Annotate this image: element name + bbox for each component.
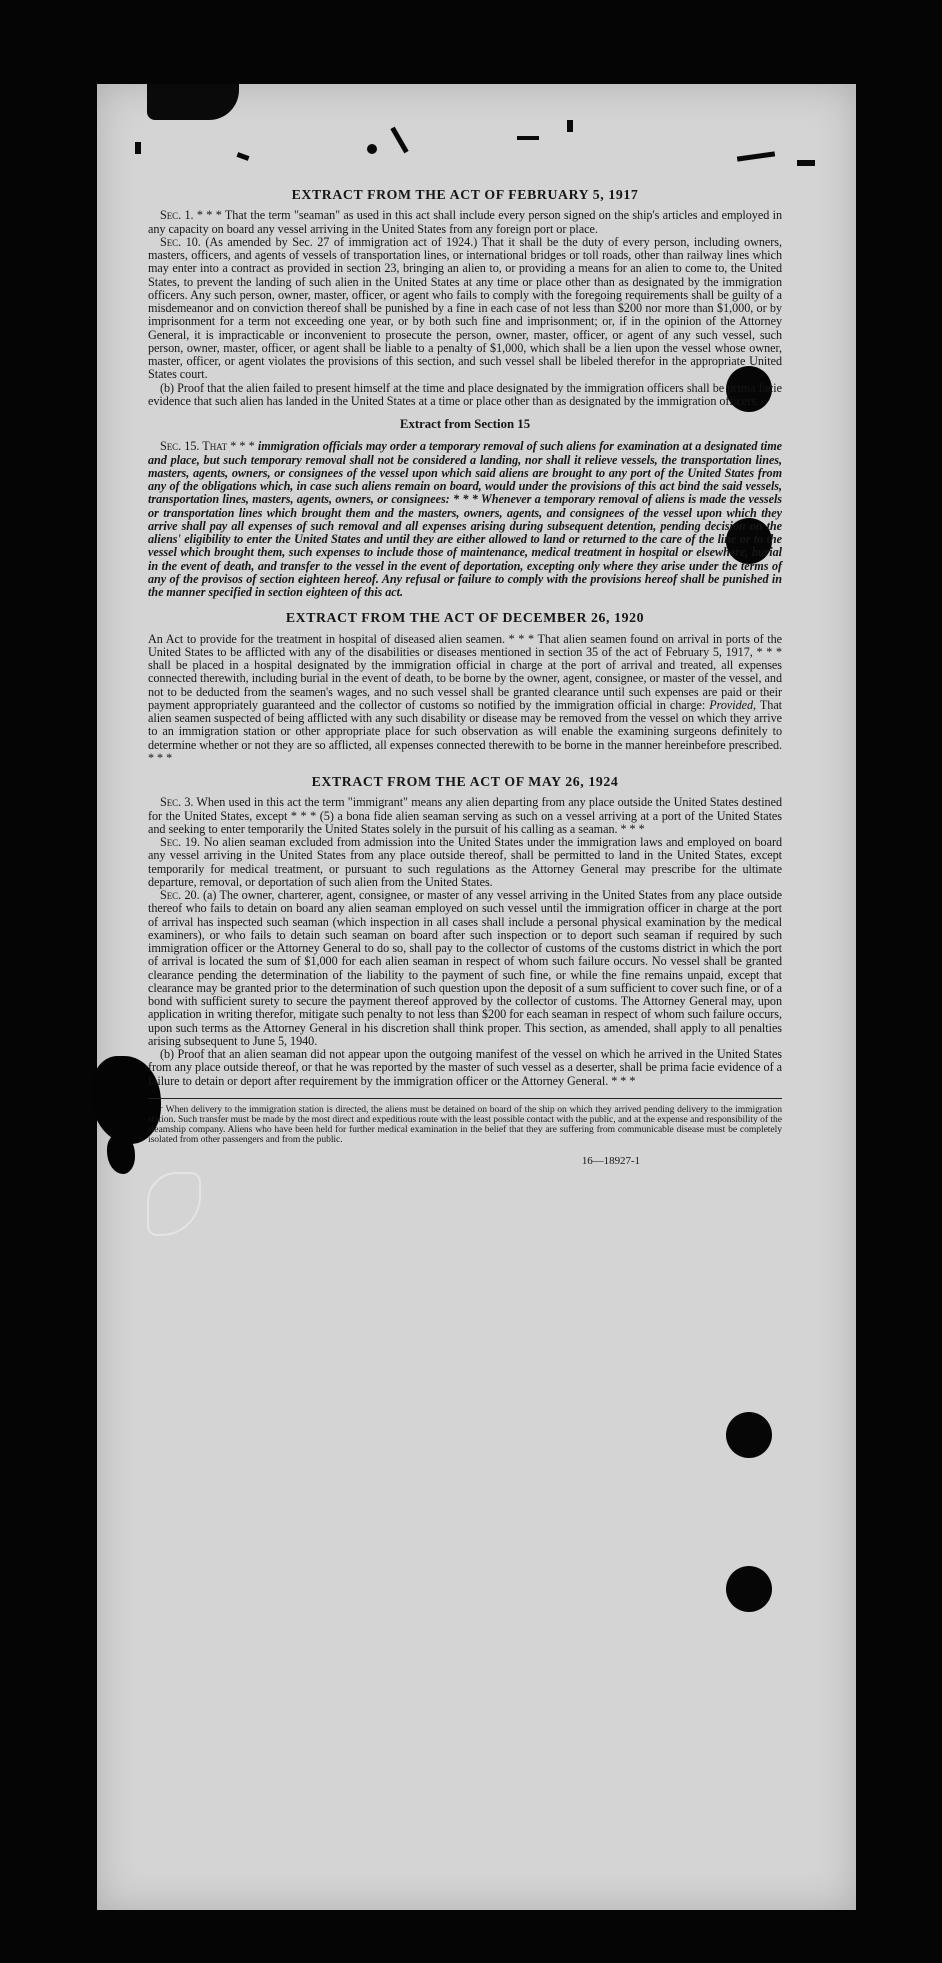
- scan-damage-mark: [797, 160, 815, 166]
- provided-word: Provided,: [709, 697, 757, 712]
- section-text-italic: immigration officials may order a temporary removal of such aliens for examination at a designated time and place, but such temporary removal shall not be considered a landing, nor shall it relieve vessels, the transportation lines, masters, agents, owners, or consignees of the vessel upon which said aliens are brought to any port of the United States from any of the obligations which, in case such aliens remain on board, would under the provisions of this act bind the said vessels, transportation lines, masters, agents, owners, or consignees: * * * Whenever a temporary removal of aliens is made the vessels or transportation lines which brought them and the masters, owners, agents, and consignees of the vessel upon which they arrive shall pay all expenses of such removal and all expenses arising during subsequent detention, pending decision on the aliens' eligibility to enter the United States and until they are either allowed to land or returned to the care of the line or to the vessel which brought them, such expenses to include those of maintenance, medical treatment in hospital or elsewhere, burial in the event of death, and transfer to the vessel in the event of deportation, excepting only where they arise under the terms of any of the provisos of section eighteen hereof. Any refusal or failure to comply with the provisions hereof shall be punished in the manner specified in section eighteen of this act.: [148, 439, 783, 599]
- section-label: Sec. 15. That: [160, 439, 228, 454]
- punch-hole: [726, 1566, 772, 1612]
- scan-damage-mark: [517, 136, 539, 140]
- section-label: Sec. 1.: [160, 208, 194, 223]
- section-text: No alien seaman excluded from admission into the United States under the immigration laws and employed on board any vessel arriving in the United States from any place outside thereof, shall be permitted to land in the United States, except temporarily for medical treatment, or pursuant to such regulations as the Attorney General may prescribe for the ultimate departure, removal, or deportation of such alien from the United States.: [148, 835, 783, 889]
- section-label: Sec. 10.: [160, 234, 201, 249]
- scan-damage-mark: [135, 142, 141, 154]
- heading-extract-section-15: Extract from Section 15: [399, 417, 531, 431]
- section-text: An Act to provide for the treatment in hospital of diseased alien seamen. * * * That alien seamen found on arrival in ports of the United States to be afflicted with any of the disabilities or diseases mentioned in section 35 of the act of February 5, 1917, * * * shall be placed in a hospital designated by the immigration official in charge at the port of arrival and treated, all expenses connected therewith, including burial in the event of death, to be borne by the owner, agent, consignee, or master of the vessel, and not to be deducted from the seamen's wages, and no such vessel shall be granted clearance until such expenses are paid or their payment appropriately guaranteed and the collector of customs so notified by the immigration official in charge:: [148, 631, 782, 712]
- document-text: [148, 182, 782, 1168]
- paragraph-sec-1: [148, 209, 782, 236]
- heading-act-feb-1917: EXTRACT FROM THE ACT OF FEBRUARY 5, 1917: [291, 187, 639, 202]
- paragraph-act-1920: [148, 633, 782, 766]
- torn-edge: [107, 1134, 135, 1174]
- scan-damage-mark: [390, 127, 408, 154]
- paragraph-sec-10b: (b) Proof that the alien failed to present himself at the time and place designated by the immigration officers shall be prima facie evidence that such alien has landed in the United States at a time or place other than as designated by the immigration officers.: [148, 380, 782, 408]
- punch-hole: [726, 1412, 772, 1458]
- paragraph-sec-10: [148, 236, 782, 382]
- scan-damage-mark: [147, 84, 239, 120]
- paragraph-sec-3: [148, 796, 782, 836]
- form-number: 16—18927-1: [581, 1155, 640, 1168]
- section-text: (As amended by Sec. 27 of immigration act of 1924.) That it shall be the duty of every person, including owners, masters, officers, and agents of vessels of transportation lines, or international bridges or toll roads, other than railway lines which may enter into a contract as provided in section 23, bringing an alien to, or providing a means for an alien to come to, the United States, to prevent the landing of such alien in the United States at any time or place other than as designated by the immigration officers. Any such person, owner, master, officer, or agent who fails to comply with the foregoing requirements shall be guilty of a misdemeanor and on conviction thereof shall be punished by a fine in each case of not less than $200 nor more than $1,000, or by imprisonment for a term not exceeding one year, or by both such fine and imprisonment; or, if in the opinion of the Attorney General, it is impracticable or inconvenient to prosecute the person, owner, master, officer, or agent of any such vessel, such person, owner, master, officer, or agent shall be liable to a penalty of $1,000, which shall be a lien upon the vessel whose owner, master, officer, or agent violates the provisions of this section, and such vessel shall be libeled therefor in the appropriate United States court.: [148, 234, 782, 382]
- paragraph-sec-20b: (b) Proof that an alien seaman did not appear upon the outgoing manifest of the vessel on which he arrived in the United States from any place outside thereof, or that he was reported by the master of such vessel as a deserter, shall be prima facie evidence of a failure to detain or deport after requirement by the immigration officer or the Attorney General. * * *: [148, 1047, 782, 1088]
- heading-act-dec-1920: EXTRACT FROM THE ACT OF DECEMBER 26, 1920: [285, 610, 645, 626]
- section-stars: * * *: [230, 439, 255, 454]
- footnote: † When delivery to the immigration station is directed, the aliens must be detained on board of the ship on which they arrived pending delivery to the immigration station. Such transfer must be made by the most direct and expeditious route with the least possible contact with the public, and at the expense and responsibility of the steamship company. Aliens who have been held for further medical examination in the belief that they are suffering from communicable disease must be completely isolated from other passengers and from the public.: [148, 1098, 782, 1146]
- fold-mark: [147, 1172, 201, 1236]
- section-label: Sec. 19.: [160, 835, 200, 849]
- paragraph-sec-19: [148, 836, 782, 889]
- paragraph-sec-15: [148, 440, 782, 599]
- section-label: Sec. 20.: [160, 888, 200, 902]
- scan-damage-mark: [567, 120, 573, 132]
- section-label: Sec. 3.: [160, 795, 194, 810]
- section-text: That alien seamen suspected of being afflicted with any such disability or disease may be removed from the vessel on which they arrive to an immigration station or other appropriate place for such observation as will enable the examining surgeons definitely to determine whether or not they are so afflicted, all expenses connected therewith to be borne in the manner hereinbefore prescribed. * * *: [148, 697, 783, 765]
- paragraph-sec-20: [148, 889, 782, 1048]
- section-text: (a) The owner, charterer, agent, consignee, or master of any vessel arriving in the United States from any place outside thereof who fails to detain on board any alien seaman employed on such vessel until the immigration officer in charge at the port of arrival has inspected such seaman (which inspection in all cases shall include a personal physical examination by the medical examiners), or who fails to detain such seaman on board after such inspection or to deport such seaman if required by such immigration officer or the Attorney General to do so, shall pay to the collector of customs of the customs district in which the port of arrival is located the sum of $1,000 for each alien seaman in respect of whom such failure occurs. No vessel shall be granted clearance pending the determination of the liability to the payment of such fine, or while the fine remains unpaid, except that clearance may be granted prior to the determination of such question upon the deposit of a sum sufficient to cover such fine, or of a bond with sufficient surety to secure the payment thereof approved by the collector of customs. The Attorney General may, upon application in writing therefor, mitigate such penalty to not less than $200 for each seaman in respect of whom such failure occurs, upon such terms as the Attorney General in his discretion shall think proper. This section, as amended, shall apply to all penalties arising subsequent to June 5, 1940.: [148, 888, 782, 1048]
- scan-damage-mark: [237, 152, 250, 161]
- heading-act-may-1924: EXTRACT FROM THE ACT OF MAY 26, 1924: [311, 774, 619, 789]
- section-text: * * * That the term "seaman" as used in this act shall include every person signed on the ship's articles and employed in any capacity on board any vessel arriving in the United States from any foreign port or place.: [148, 208, 782, 236]
- scan-damage-mark: [737, 151, 775, 161]
- section-text: When used in this act the term "immigrant" means any alien departing from any place outside the United States destined for the United States, except * * * (5) a bona fide alien seaman serving as such on a vessel arriving at a port of the United States and seeking to enter temporarily the United States solely in the pursuit of his calling as a seaman. * * *: [148, 795, 782, 836]
- scan-damage-mark: [367, 144, 377, 154]
